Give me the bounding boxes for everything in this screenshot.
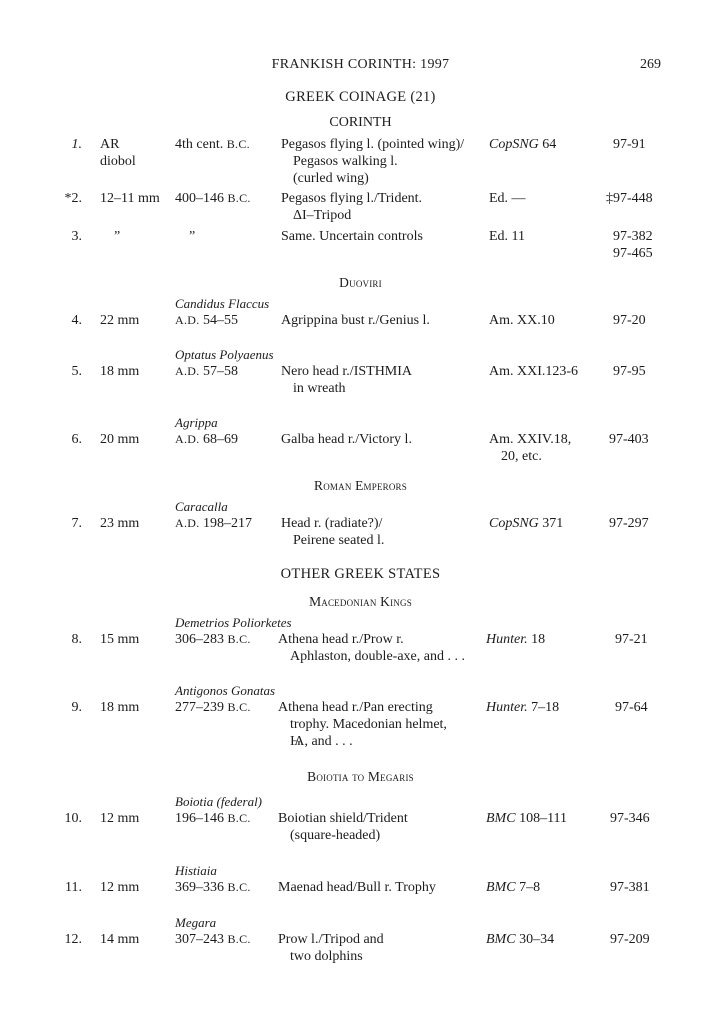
section-heading-boiotia-to-megaris: Boiotia to Megaris [307, 769, 414, 784]
section-heading-greek-coinage: GREEK COINAGE (21) [285, 89, 436, 105]
entry-number: 3. [71, 229, 82, 244]
denomination: 12 mm [100, 880, 140, 895]
section-heading-duoviri: Duoviri [339, 275, 382, 290]
section-heading-corinth: CORINTH [329, 115, 392, 130]
ruler-name: Candidus Flaccus [175, 296, 270, 311]
inventory-number: 97-20 [613, 313, 646, 328]
reference: BMC 30–34 [486, 932, 555, 947]
inventory-number: 97-21 [615, 632, 648, 647]
ruler-name: Megara [175, 915, 217, 930]
denomination: ” [114, 229, 121, 244]
reference: Hunter. 7–18 [486, 700, 560, 715]
inventory-number: 97-91 [613, 137, 646, 152]
inventory-number: 97-95 [613, 364, 646, 379]
denomination: 22 mm [100, 313, 140, 328]
date: ” [189, 229, 196, 244]
entry-number: 8. [71, 632, 82, 647]
denomination: 12–11 mm [100, 191, 160, 206]
date: 306–283 B.C. [175, 632, 251, 647]
denomination: 14 mm [100, 932, 140, 947]
inventory-number: 97-403 [609, 432, 649, 447]
description-line2: Aphlaston, double-axe, and . . . [290, 649, 465, 664]
date: 4th cent. B.C. [175, 137, 250, 152]
denomination: 23 mm [100, 516, 140, 531]
description: Pegasos flying l. (pointed wing)/ [281, 137, 465, 152]
reference: Ed. 11 [489, 229, 526, 244]
date: 277–239 B.C. [175, 700, 251, 715]
description: Athena head r./Prow r. [278, 632, 404, 647]
reference-line2: 20, etc. [501, 449, 542, 464]
entry-number: 12. [64, 932, 82, 947]
date: A.D. 54–55 [175, 313, 239, 328]
description: Pegasos flying l./Trident. [281, 191, 423, 206]
description-line2: ΔI–Tripod [293, 208, 352, 223]
reference: CopSNG 371 [489, 516, 564, 531]
reference: Am. XX.10 [489, 313, 555, 328]
entry-number: 9. [71, 700, 82, 715]
inventory-number: 97-297 [609, 516, 649, 531]
description-line2: two dolphins [290, 949, 363, 964]
reference: Hunter. 18 [486, 632, 546, 647]
denomination: 18 mm [100, 364, 140, 379]
inventory-number: ‡97-448 [606, 191, 653, 206]
date: 196–146 B.C. [175, 811, 251, 826]
denomination: AR [100, 137, 120, 152]
page-number: 269 [640, 57, 661, 72]
inventory-number-2: 97-465 [613, 246, 653, 261]
description: Galba head r./Victory l. [281, 432, 412, 447]
inventory-number: 97-382 [613, 229, 653, 244]
description: Agrippina bust r./Genius l. [281, 313, 430, 328]
description-line2: in wreath [293, 381, 346, 396]
entry-number: 10. [64, 811, 82, 826]
ruler-name: Agrippa [175, 415, 218, 430]
running-title: FRANKISH CORINTH: 1997 [271, 57, 450, 72]
reference: Ed. — [489, 191, 526, 206]
description-line2: Pegasos walking l. [293, 154, 398, 169]
description-line2: Peirene seated l. [293, 533, 385, 548]
reference: CopSNG 64 [489, 137, 557, 152]
ruler-name: Boiotia (federal) [175, 794, 263, 809]
denomination: 12 mm [100, 811, 140, 826]
ruler-name: Optatus Polyaenus [175, 347, 274, 362]
date: 369–336 B.C. [175, 880, 251, 895]
ruler-name: Demetrios Poliorketes [175, 615, 292, 630]
description: Boiotian shield/Trident [278, 811, 408, 826]
inventory-number: 97-346 [610, 811, 650, 826]
entry-number: *2. [64, 191, 82, 206]
description: Prow l./Tripod and [278, 932, 384, 947]
description: Athena head r./Pan erecting [278, 700, 433, 715]
description: Head r. (radiate?)/ [281, 516, 383, 531]
description: Same. Uncertain controls [281, 229, 423, 244]
entry-number: 7. [71, 516, 82, 531]
description-line2: (square-headed) [290, 828, 381, 843]
entry-number: 11. [65, 880, 82, 895]
reference: Am. XXIV.18, [489, 432, 572, 447]
inventory-number: 97-64 [615, 700, 648, 715]
denomination: 15 mm [100, 632, 140, 647]
ruler-name: Caracalla [175, 499, 228, 514]
denomination: 18 mm [100, 700, 140, 715]
ruler-name: Histiaia [175, 863, 217, 878]
description-line3: (curled wing) [293, 171, 369, 186]
reference: BMC 7–8 [486, 880, 541, 895]
section-heading-other-greek-states: OTHER GREEK STATES [280, 566, 441, 582]
description: Maenad head/Bull r. Trophy [278, 880, 436, 895]
entry-number: 4. [71, 313, 82, 328]
section-heading-roman-emperors: Roman Emperors [314, 478, 407, 493]
inventory-number: 97-381 [610, 880, 650, 895]
reference: BMC 108–111 [486, 811, 568, 826]
date: 307–243 B.C. [175, 932, 251, 947]
date: A.D. 68–69 [175, 432, 239, 447]
reference: Am. XXI.123-6 [489, 364, 579, 379]
denomination: 20 mm [100, 432, 140, 447]
ruler-name: Antigonos Gonatas [175, 683, 276, 698]
description-line3: Ѩ, and . . . [290, 734, 353, 749]
inventory-number: 97-209 [610, 932, 650, 947]
date: A.D. 198–217 [175, 516, 253, 531]
denomination-line2: diobol [100, 154, 136, 169]
entry-number: 5. [71, 364, 82, 379]
date: A.D. 57–58 [175, 364, 239, 379]
date: 400–146 B.C. [175, 191, 251, 206]
section-heading-macedonian-kings: Macedonian Kings [309, 594, 412, 609]
entry-number: 1. [71, 137, 82, 152]
description-line2: trophy. Macedonian helmet, [290, 717, 447, 732]
entry-number: 6. [71, 432, 82, 447]
description: Nero head r./ISTHMIA [281, 364, 413, 379]
